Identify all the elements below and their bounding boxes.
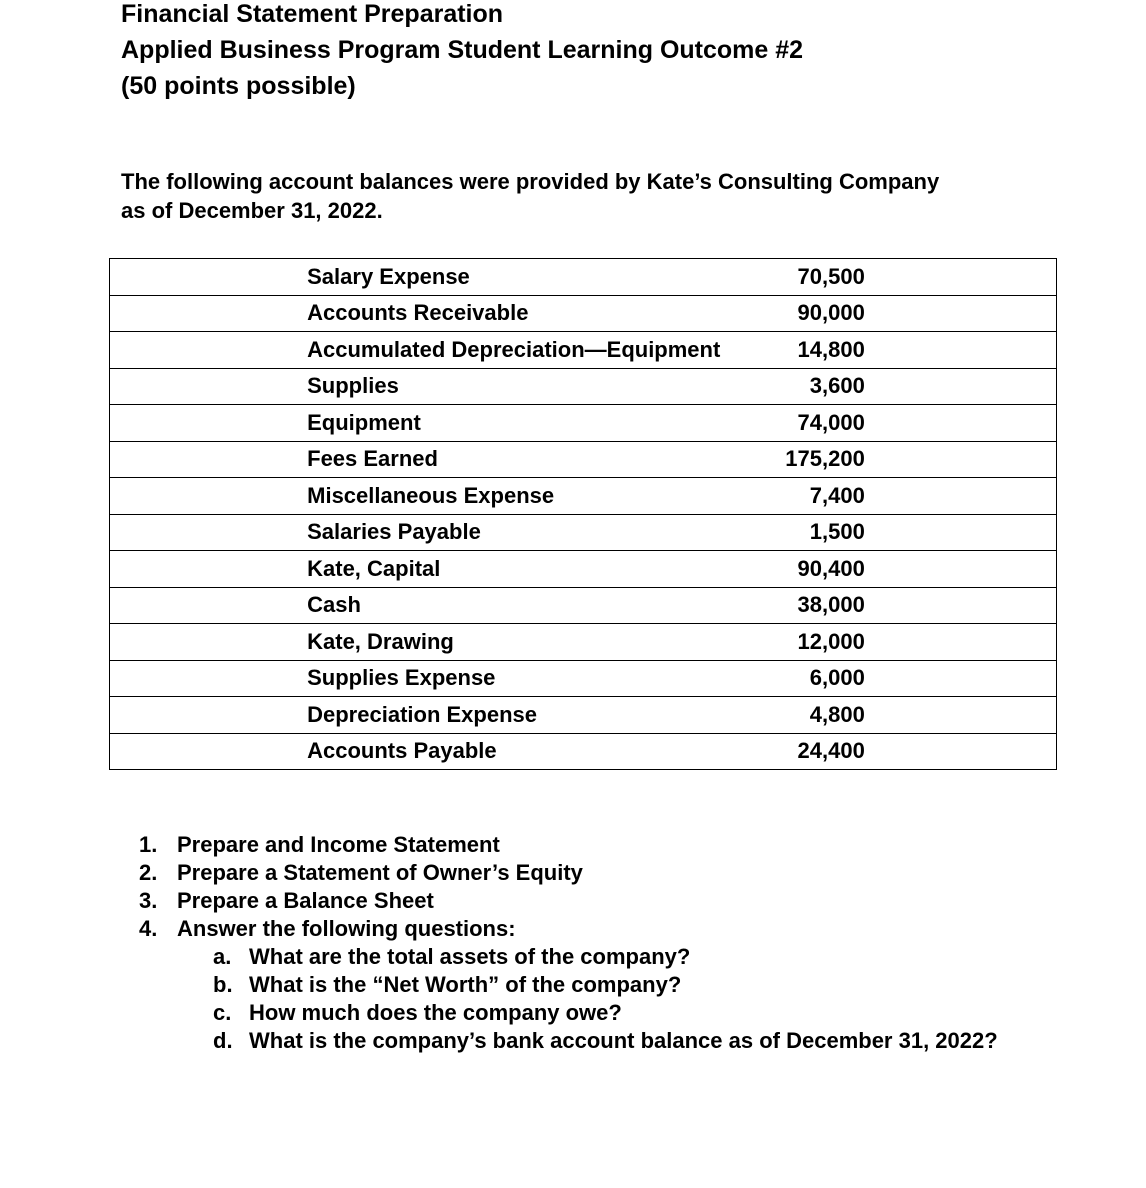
table-row [110, 405, 1057, 442]
question-text: How much does the company owe? [249, 1000, 622, 1025]
account-name: Accounts Receivable [307, 295, 777, 332]
account-name: Salary Expense [307, 259, 777, 296]
account-amount: 6,000 [777, 660, 865, 697]
table-row [110, 259, 1057, 296]
table-row [110, 478, 1057, 515]
points-possible: (50 points possible) [121, 72, 356, 100]
table-row [110, 660, 1057, 697]
task-list [139, 831, 1019, 1055]
table-row [110, 514, 1057, 551]
list-item [139, 887, 1019, 915]
account-amount: 90,000 [777, 295, 865, 332]
task-text: Prepare a Balance Sheet [177, 888, 434, 913]
list-item [213, 943, 1019, 971]
account-amount: 90,400 [777, 551, 865, 588]
task-text: Prepare a Statement of Owner’s Equity [177, 860, 583, 885]
account-amount: 14,800 [777, 332, 865, 369]
list-item [213, 999, 1019, 1027]
question-text: What is the company’s bank account balance as of December 31, 2022? [249, 1028, 998, 1053]
account-name: Accumulated Depreciation—Equipment [307, 332, 777, 369]
table-row [110, 368, 1057, 405]
table-row [110, 441, 1057, 478]
table-row [110, 587, 1057, 624]
account-amount: 70,500 [777, 259, 865, 296]
question-letter: b. [213, 972, 233, 997]
account-name: Depreciation Expense [307, 697, 777, 734]
document-subtitle: Applied Business Program Student Learning Outcome #2 [121, 36, 804, 64]
task-number: 2. [139, 860, 158, 885]
table-row [110, 551, 1057, 588]
table-row [110, 332, 1057, 369]
account-amount: 3,600 [777, 368, 865, 405]
intro-paragraph [121, 167, 1061, 225]
table-row [110, 624, 1057, 661]
account-name: Kate, Capital [307, 551, 777, 588]
task-number: 4. [139, 916, 158, 941]
account-name: Cash [307, 587, 777, 624]
account-balances-table [109, 258, 1057, 770]
account-amount: 7,400 [777, 478, 865, 515]
account-name: Supplies Expense [307, 660, 777, 697]
task-number: 1. [139, 832, 158, 857]
intro-line-1: The following account balances were provided by Kate’s Consulting Company [121, 169, 940, 194]
list-item [139, 915, 1019, 943]
document-heading [121, 0, 803, 104]
account-name: Salaries Payable [307, 514, 777, 551]
account-name: Supplies [307, 368, 777, 405]
question-letter: c. [213, 1000, 232, 1025]
account-amount: 24,400 [777, 733, 865, 770]
document-title: Financial Statement Preparation [121, 0, 504, 28]
account-name: Accounts Payable [307, 733, 777, 770]
question-text: What are the total assets of the company? [249, 944, 691, 969]
table-row [110, 295, 1057, 332]
task-text: Prepare and Income Statement [177, 832, 500, 857]
list-item [139, 859, 1019, 887]
table-row [110, 697, 1057, 734]
account-amount: 38,000 [777, 587, 865, 624]
task-number: 3. [139, 888, 158, 913]
question-list [213, 943, 1019, 1055]
question-letter: d. [213, 1028, 233, 1053]
list-item [139, 831, 1019, 859]
table-row [110, 733, 1057, 770]
account-amount: 1,500 [777, 514, 865, 551]
list-item [213, 971, 1019, 999]
question-text: What is the “Net Worth” of the company? [249, 972, 682, 997]
account-amount: 12,000 [777, 624, 865, 661]
account-amount: 4,800 [777, 697, 865, 734]
account-amount: 74,000 [777, 405, 865, 442]
list-item [213, 1027, 1019, 1055]
account-name: Miscellaneous Expense [307, 478, 777, 515]
account-name: Equipment [307, 405, 777, 442]
task-text: Answer the following questions: [177, 916, 516, 941]
intro-line-2: as of December 31, 2022. [121, 198, 383, 223]
account-name: Fees Earned [307, 441, 777, 478]
question-letter: a. [213, 944, 232, 969]
account-amount: 175,200 [777, 441, 865, 478]
account-name: Kate, Drawing [307, 624, 777, 661]
